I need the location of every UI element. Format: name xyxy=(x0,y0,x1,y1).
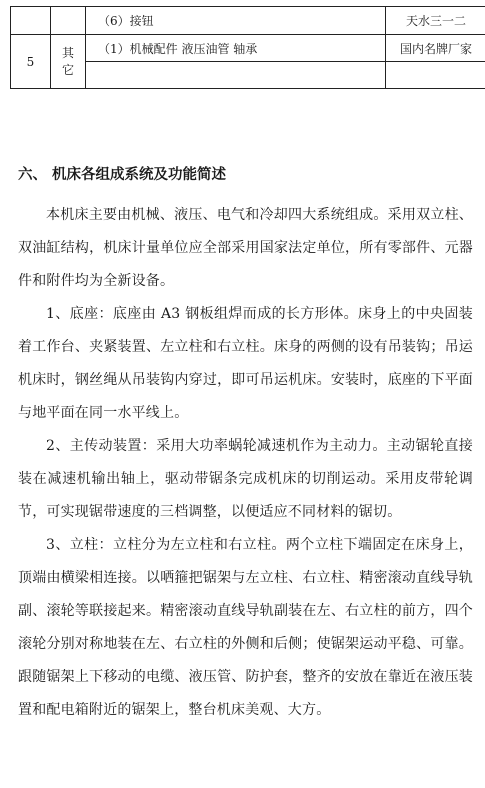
table-cell-category xyxy=(51,7,86,35)
intro-paragraph: 本机床主要由机械、液压、电气和冷却四大系统组成。采用双立柱、双油缸结构，机床计量单位应全部采用国家法定单位，所有零部件、元器件和附件均为全新设备。 xyxy=(18,207,473,289)
table-cell-supplier: 国内名牌厂家 xyxy=(386,35,485,62)
section-heading: 六、 机床各组成系统及功能简述 xyxy=(18,166,227,183)
table-cell-supplier xyxy=(386,62,485,89)
base-paragraph: 1、底座：底座由 A3 钢板组焊而成的长方形体。床身上的中央固装着工作台、夹紧装置、左立柱和右立柱。床身的两侧的设有吊装钩；吊运机床时，钢丝绳从吊装钩内穿过，即可吊运机床。安装时，底座的下平面与地平面在同一水平线上。 xyxy=(18,306,473,421)
table-cell-item xyxy=(86,62,386,89)
column-paragraph: 3、立柱：立柱分为左立柱和右立柱。两个立柱下端固定在床身上，顶端由横梁相连接。以哂箍把锯架与左立柱、右立柱、精密滚动直线导轨副、滚轮等联接起来。精密滚动直线导轨副装在左、右立柱的前方，四个滚轮分别对称地装在左、右立柱的外侧和后侧；使锯架运动平稳、可靠。跟随锯架上下移动的电缆、液压管、防护套，整齐的安放在靠近在液压装置和配电箱附近的锯架上，整台机床美观、大方。 xyxy=(18,537,473,718)
table-row xyxy=(11,35,485,62)
table-cell-supplier: 天水三一二 xyxy=(386,7,485,35)
table-cell-no xyxy=(11,7,51,35)
section-body xyxy=(0,162,485,727)
parts-supplier-table xyxy=(10,6,485,89)
table-row xyxy=(11,7,485,35)
table-cell-item: （6）接钮 xyxy=(86,7,386,35)
table-cell-item: （1）机械配件 液压油管 轴承 xyxy=(86,35,386,62)
table-cell-no: 5 xyxy=(11,35,51,89)
main-drive-paragraph: 2、主传动装置：采用大功率蜗轮减速机作为主动力。主动锯轮直接装在减速机输出轴上，驱动带锯条完成机床的切削运动。采用皮带轮调节，可实现锯带速度的三档调整，以便适应不同材料的锯切。 xyxy=(18,438,473,520)
table-cell-category xyxy=(51,35,86,89)
category-label: 其它 xyxy=(61,45,74,77)
